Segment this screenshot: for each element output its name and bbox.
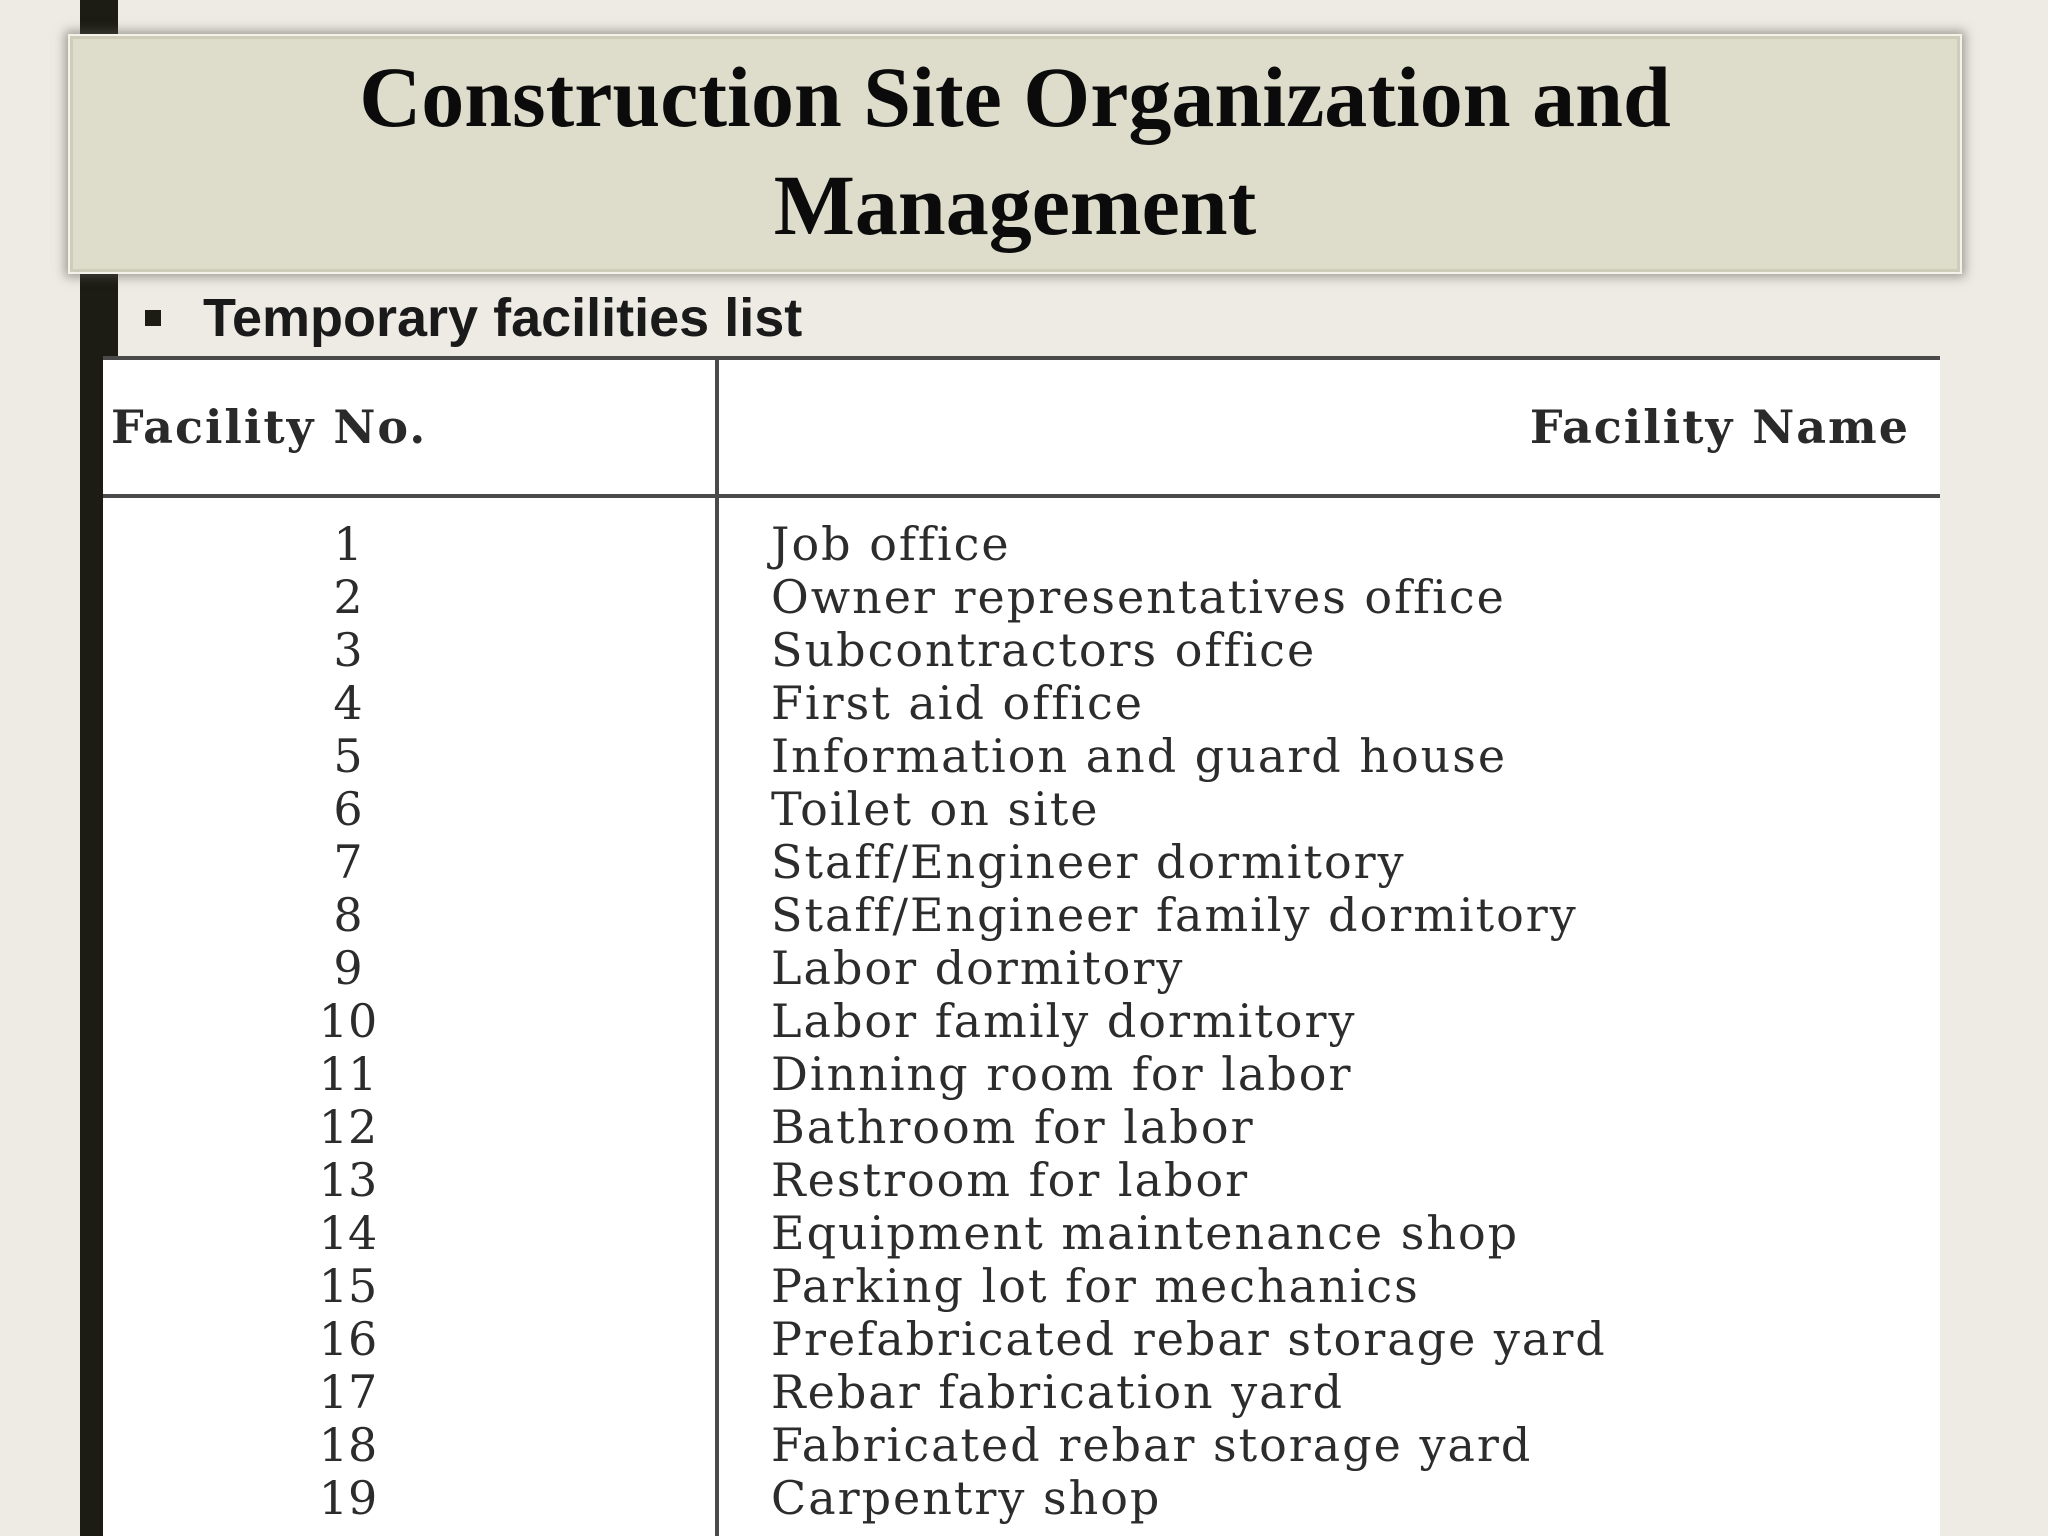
table-row (103, 1207, 1940, 1260)
facility-no-cell: 8 (333, 888, 363, 942)
facility-name-cell: Staff/Engineer family dormitory (771, 888, 1578, 942)
table-row (103, 1260, 1940, 1313)
facility-name-cell: Restroom for labor (771, 1153, 1250, 1207)
table-row (103, 1101, 1940, 1154)
facility-no-cell: 7 (333, 835, 363, 889)
facility-name-cell: Parking lot for mechanics (771, 1259, 1420, 1313)
header-facility-name: Facility Name (1529, 400, 1910, 454)
facility-no-cell: 12 (318, 1100, 378, 1154)
facility-no-cell: 14 (318, 1206, 378, 1260)
slide-title: Construction Site Organization and Management (359, 49, 1671, 253)
table-row (103, 1048, 1940, 1101)
title-banner (68, 34, 1962, 274)
table-row (103, 1366, 1940, 1419)
header-facility-no: Facility No. (111, 400, 428, 454)
subheading-text: Temporary facilities list (203, 288, 803, 348)
table-row (103, 836, 1940, 889)
facilities-table (103, 356, 1940, 1536)
facility-no-cell: 18 (318, 1418, 378, 1472)
table-row (103, 889, 1940, 942)
facility-name-cell: Bathroom for labor (771, 1100, 1255, 1154)
facility-no-cell: 9 (333, 941, 363, 995)
facility-no-cell: 11 (318, 1047, 378, 1101)
table-row (103, 624, 1940, 677)
facility-name-cell: Dinning room for labor (771, 1047, 1353, 1101)
table-row (103, 677, 1940, 730)
facility-name-cell: Staff/Engineer dormitory (771, 835, 1406, 889)
table-header-rule (103, 494, 1940, 498)
table-row (103, 942, 1940, 995)
table-body (103, 518, 1940, 1525)
table-row (103, 518, 1940, 571)
table-row (103, 571, 1940, 624)
facility-name-cell: Equipment maintenance shop (771, 1206, 1520, 1260)
table-row (103, 730, 1940, 783)
facility-no-cell: 17 (318, 1365, 378, 1419)
facility-name-cell: Fabricated rebar storage yard (771, 1418, 1533, 1472)
table-row (103, 1472, 1940, 1525)
table-row (103, 1419, 1940, 1472)
facility-name-cell: Prefabricated rebar storage yard (771, 1312, 1607, 1366)
table-row (103, 783, 1940, 836)
facility-name-cell: Labor dormitory (771, 941, 1185, 995)
facility-no-cell: 6 (333, 782, 363, 836)
subheading (145, 285, 802, 351)
facility-no-cell: 2 (333, 570, 363, 624)
facility-no-cell: 3 (333, 623, 363, 677)
facility-no-cell: 13 (318, 1153, 378, 1207)
table-top-rule (103, 356, 1940, 360)
facility-name-cell: Labor family dormitory (771, 994, 1357, 1048)
facility-no-cell: 4 (333, 676, 363, 730)
facility-name-cell: Subcontractors office (771, 623, 1317, 677)
facility-name-cell: Rebar fabrication yard (771, 1365, 1345, 1419)
facility-name-cell: Information and guard house (771, 729, 1508, 783)
facility-no-cell: 19 (318, 1471, 378, 1525)
facility-no-cell: 15 (318, 1259, 378, 1313)
facility-name-cell: Owner representatives office (771, 570, 1506, 624)
square-bullet-icon (145, 310, 161, 326)
table-row (103, 1313, 1940, 1366)
facility-no-cell: 5 (333, 729, 363, 783)
facility-name-cell: First aid office (771, 676, 1144, 730)
facility-no-cell: 16 (318, 1312, 378, 1366)
facility-name-cell: Job office (771, 517, 1011, 571)
facility-name-cell: Carpentry shop (771, 1471, 1162, 1525)
facility-no-cell: 10 (318, 994, 378, 1048)
table-row (103, 995, 1940, 1048)
table-row (103, 1154, 1940, 1207)
facility-name-cell: Toilet on site (771, 782, 1100, 836)
facility-no-cell: 1 (333, 517, 363, 571)
